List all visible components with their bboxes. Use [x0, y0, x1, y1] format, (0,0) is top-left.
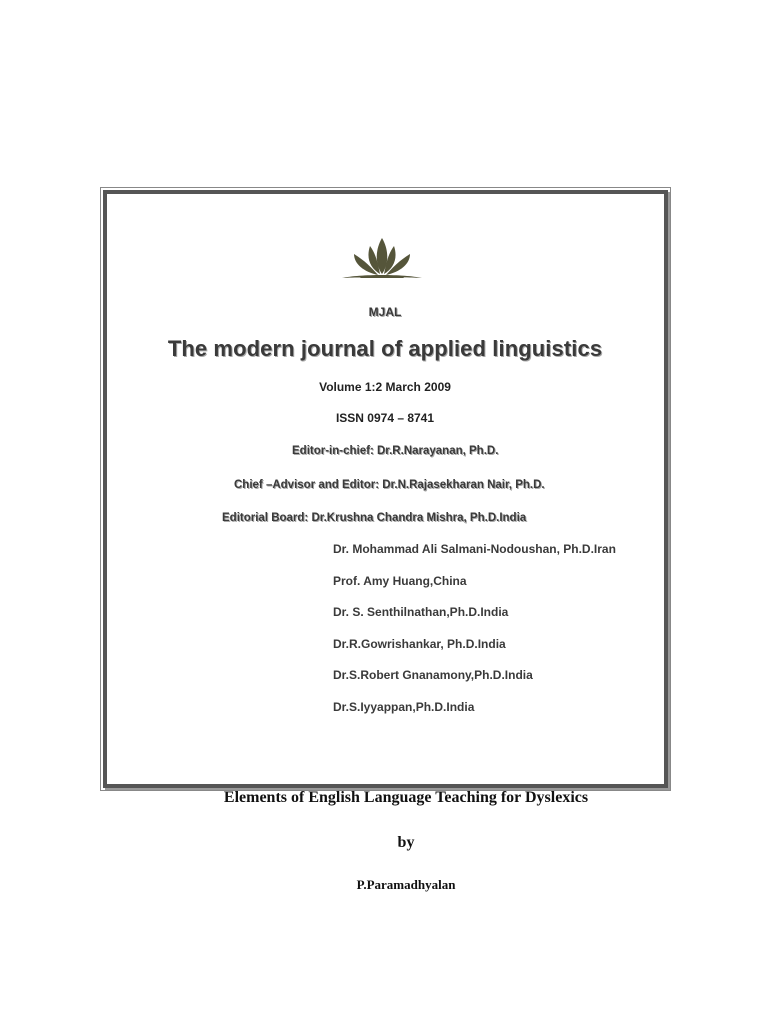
editorial-board: Editorial Board: Dr.Krushna Chandra Mishra, Ph.D.India	[222, 512, 527, 524]
board-member: Dr. Mohammad Ali Salmani-Nodoushan, Ph.D.Iran	[333, 542, 616, 556]
chief-advisor: Chief –Advisor and Editor: Dr.N.Rajasekharan Nair, Ph.D.	[234, 479, 545, 491]
board-member-list	[333, 542, 616, 731]
issn: ISSN 0974 – 8741	[335, 411, 435, 425]
board-member: Prof. Amy Huang,China	[333, 573, 467, 588]
article-title: Elements of English Language Teaching for Dyslexics	[223, 789, 589, 806]
editor-in-chief: Editor-in-chief: Dr.R.Narayanan, Ph.D.	[292, 445, 499, 457]
lotus-icon	[340, 236, 424, 284]
volume-info: Volume 1:2 March 2009	[319, 380, 451, 394]
journal-title: The modern journal of applied linguistics	[167, 336, 603, 361]
board-member: Dr.S.Iyyappan,Ph.D.India	[333, 699, 475, 714]
board-member: Dr.S.Robert Gnanamony,Ph.D.India	[333, 668, 533, 682]
board-member: Dr.R.Gowrishankar, Ph.D.India	[333, 636, 506, 651]
board-member: Dr. S. Senthilnathan,Ph.D.India	[333, 605, 509, 619]
by-line: by	[397, 834, 415, 851]
journal-abbreviation: MJAL	[368, 305, 402, 319]
author-name: P.Paramadhyalan	[356, 877, 456, 892]
